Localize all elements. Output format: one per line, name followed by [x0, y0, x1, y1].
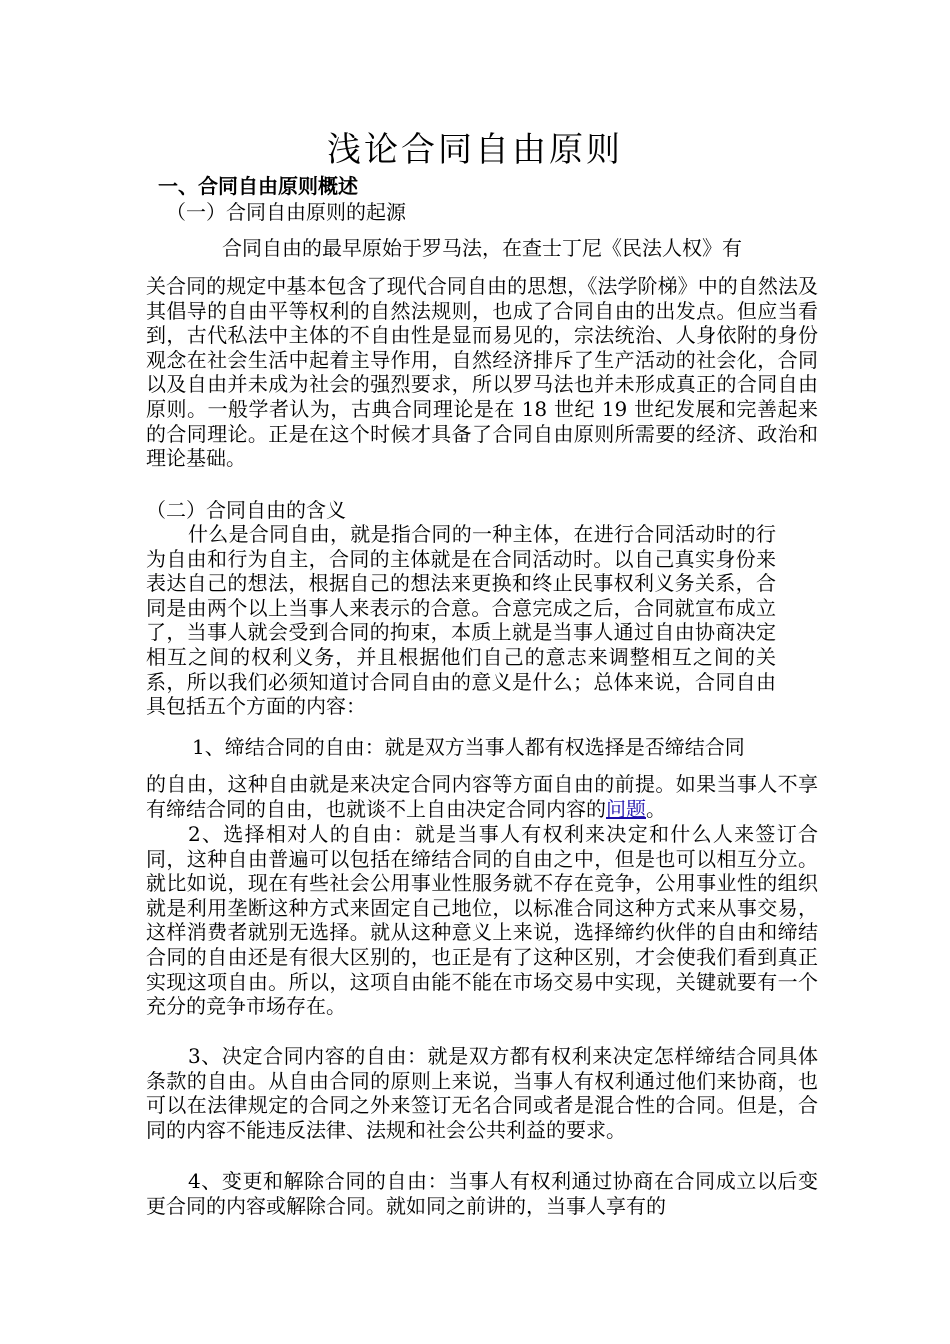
- item-1-first-line: [146, 735, 818, 760]
- subsection-heading-origin: （一）合同自由原则的起源: [166, 200, 406, 224]
- paragraph-origin: 关合同的规定中基本包含了现代合同自由的思想，《法学阶梯》中的自然法及其倡导的自由平等权利的自然法规则，也成了合同自由的出发点。但应当看到，古代私法中主体的不自由性是显而易见的，宗法统治、人身依附的身份观念在社会生活中起着主导作用，自然经济排斥了生产活动的社会化，合同以及自由并未成为社会的强烈要求，所以罗马法也并未形成真正的合同自由原则。一般学者认为，古典合同理论是在 18 世纪 19 世纪发展和完善起来的合同理论。正是在这个时候才具备了合同自由原则所需要的经济、政治和理论基础。: [146, 274, 818, 471]
- subsection-heading-meaning: （二）合同自由的含义: [146, 498, 346, 522]
- item-3-paragraph: [146, 1044, 818, 1142]
- meaning-intro-text: 什么是合同自由，就是指合同的一种主体，在进行合同活动时的行为自由和行为自主，合同的主体就是在合同活动时。以自己真实身份来表达自己的想法，根据自己的想法来更换和终止民事权利义务关系，合同是由两个以上当事人来表示的合意。合意完成之后，合同就宣布成立了，当事人就会受到合同的拘束，本质上就是当事人通过自由协商决定相互之间的权利义务，并且根据他们自己的意志来调整相互之间的关系，所以我们必须知道讨合同自由的意义是什么；总体来说，合同自由具包括五个方面的内容：: [146, 522, 776, 719]
- item-1-first-line-text: 1、缔结合同的自由：就是双方当事人都有权选择是否缔结合同: [192, 735, 745, 759]
- section-heading-1: 一、合同自由原则概述: [158, 174, 358, 198]
- item-1-text: 的自由，这种自由就是来决定合同内容等方面自由的前提。如果当事人不享有缔结合同的自由，也就谈不上自由决定合同内容的: [146, 772, 818, 821]
- document-title: 浅论合同自由原则: [327, 130, 623, 170]
- item-4-paragraph: [146, 1169, 818, 1218]
- item-3-text: 3、决定合同内容的自由：就是双方都有权利来决定怎样缔结合同具体条款的自由。从自由合同的原则上来说，当事人有权利通过他们来协商，也可以在法律规定的合同之外来签订无名合同或者是混合性的合同。但是，合同的内容不能违反法律、法规和社会公共利益的要求。: [146, 1044, 818, 1142]
- paragraph-meaning: [146, 522, 776, 719]
- item-4-text: 4、变更和解除合同的自由：当事人有权利通过协商在合同成立以后变更合同的内容或解除合同。就如同之前讲的，当事人享有的: [146, 1169, 818, 1218]
- item-1-paragraph: [146, 772, 818, 821]
- item-1-end: 。: [646, 796, 666, 821]
- origin-first-line-text: 合同自由的最早原始于罗马法，在查士丁尼《民法人权》有: [222, 236, 742, 260]
- paragraph-origin-first-line: [146, 236, 818, 261]
- problem-link[interactable]: 问题: [606, 796, 646, 821]
- item-2-text: 2、选择相对人的自由：就是当事人有权利来决定和什么人来签订合同，这种自由普遍可以包括在缔结合同的自由之中，但是也可以相互分立。就比如说，现在有些社会公用事业性服务就不存在竞争，公用事业性的组织就是利用垄断这种方式来固定自己地位，以标准合同这种方式来从事交易，这样消费者就别无选择。就从这种意义上来说，选择缔约伙伴的自由和缔结合同的自由还是有很大区别的，也正是有了这种区别，才会使我们看到真正实现这项自由。所以，这项自由能不能在市场交易中实现，关键就要有一个充分的竞争市场存在。: [146, 822, 818, 1019]
- item-2-paragraph: [146, 822, 818, 1019]
